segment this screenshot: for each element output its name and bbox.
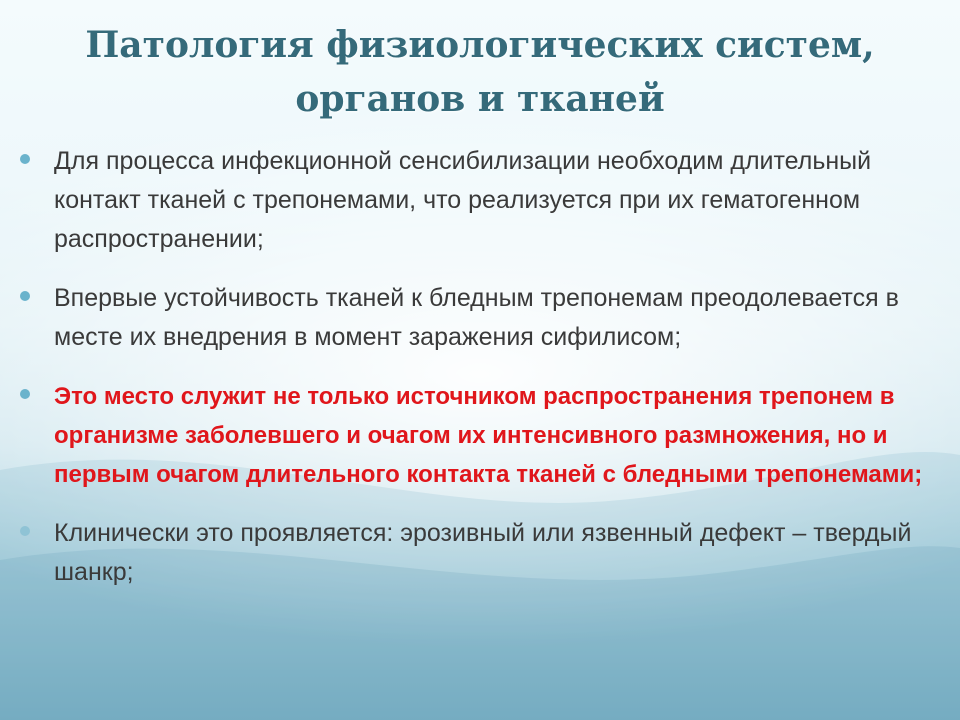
bullet-dot-icon — [20, 526, 30, 536]
bullet-item-3-highlighted — [20, 377, 940, 494]
bullet-text-1: Для процесса инфекционной сенсибилизации необходим длительный контакт тканей с трепонемами, что реализуется при их гематогенном распространении; — [54, 147, 872, 253]
slide-title-line-1: Патология физиологических систем, — [85, 24, 875, 66]
bullet-item-1 — [20, 142, 940, 259]
bullet-text-2: Впервые устойчивость тканей к бледным трепонемам преодолевается в месте их внедрения в момент заражения сифилисом; — [54, 284, 899, 351]
bullet-item-2 — [20, 279, 940, 357]
bullet-dot-icon — [20, 291, 30, 301]
slide-title-line-2: органов и тканей — [295, 78, 665, 120]
bullet-text-4: Клинически это проявляется: эрозивный или язвенный дефект – твердый шанкр; — [54, 519, 912, 586]
bullet-list — [20, 142, 940, 592]
bullet-dot-icon — [20, 389, 30, 399]
bullet-item-4 — [20, 514, 940, 592]
slide-title — [40, 18, 920, 126]
bullet-dot-icon — [20, 154, 30, 164]
bullet-text-3: Это место служит не только источником распространения трепонем в организме заболевшего и очагом их интенсивного размножения, но и первым очагом длительного контакта тканей с бледными трепонемами; — [54, 383, 923, 488]
